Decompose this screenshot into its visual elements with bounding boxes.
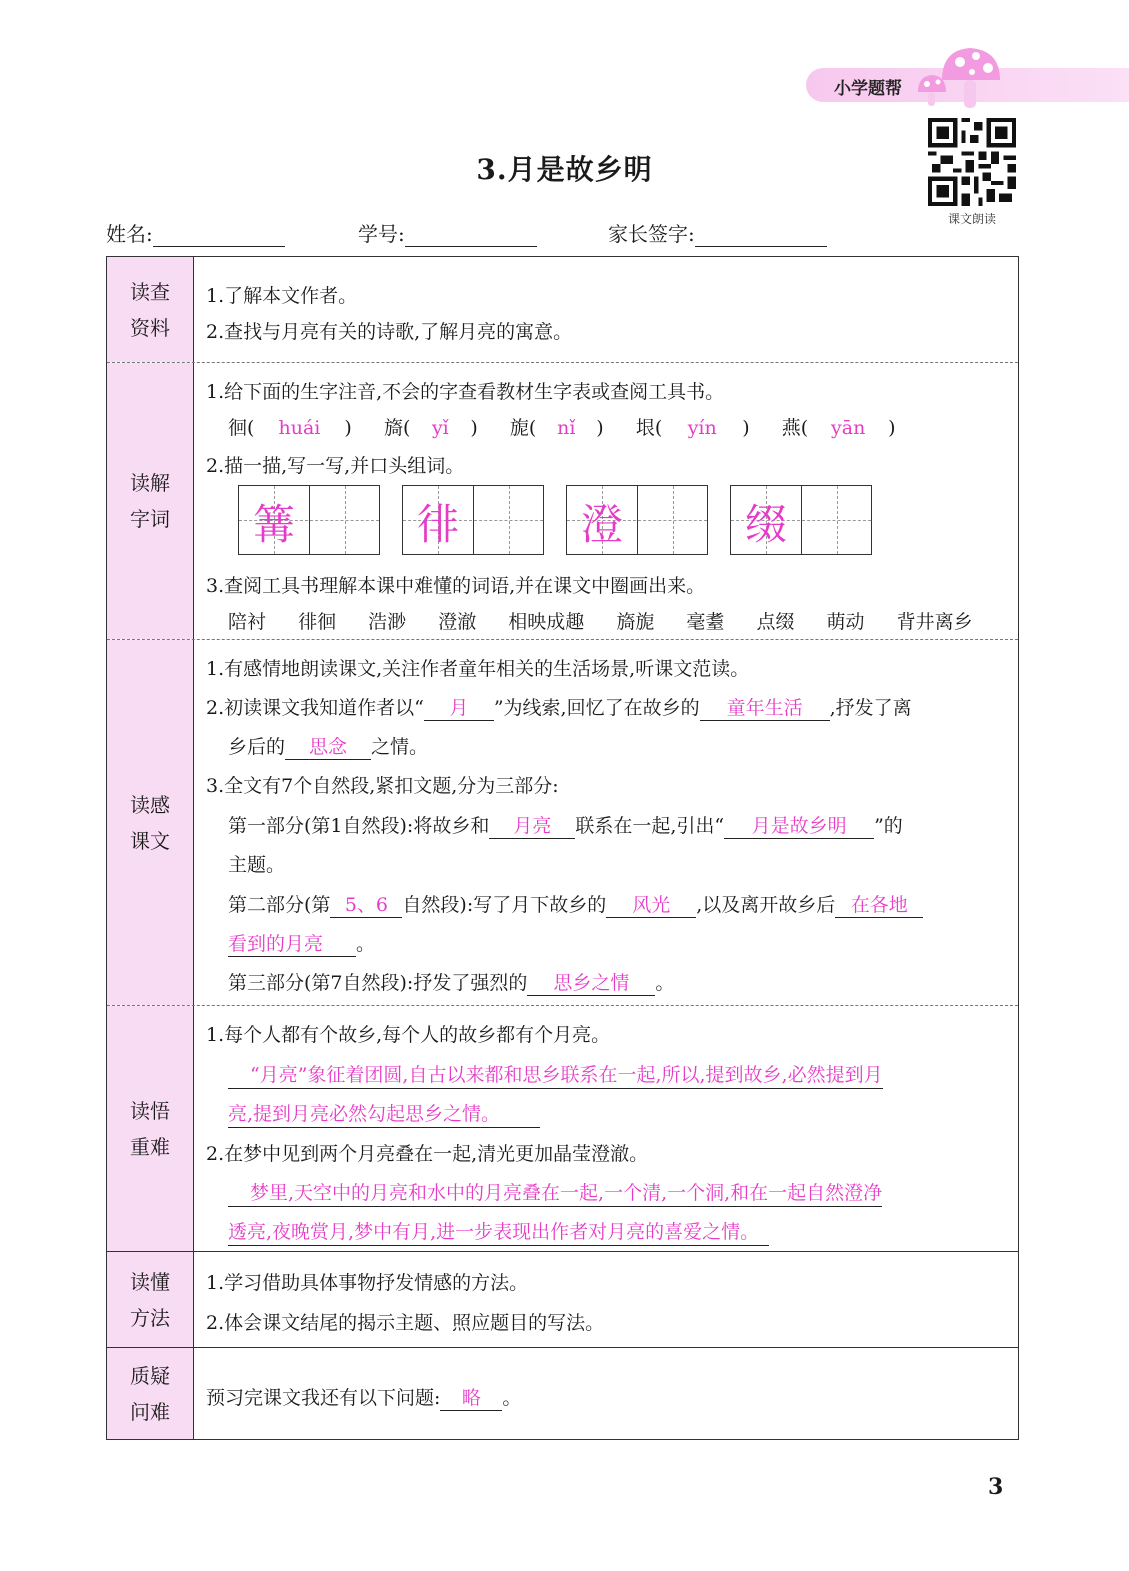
word: 相映成趣 [508, 611, 585, 633]
parent-field[interactable] [608, 218, 827, 247]
mushroom-icon [912, 40, 1012, 110]
answer-blank[interactable]: 风光 [606, 890, 696, 918]
word: 毫耋 [686, 611, 725, 633]
id-blank[interactable] [405, 224, 537, 247]
name-blank[interactable] [153, 224, 285, 247]
word-list [228, 607, 973, 634]
section-label: 读感 课文 [107, 640, 194, 1005]
text-line: 第二部分(第 5、6 自然段):写了月下故乡的 风光 ,以及离开故乡后 在各地 [228, 890, 923, 918]
name-label: 姓名: [106, 222, 153, 246]
pinyin-answer[interactable]: yín [687, 417, 717, 439]
answer-line[interactable]: 梦里,天空中的月亮和水中的月亮叠在一起,一个清,一个洞,和在一起自然澄净 [228, 1178, 882, 1205]
answer-blank[interactable]: 童年生活 [700, 693, 830, 721]
answer-line[interactable]: 亮,提到月亮必然勾起思乡之情。 [228, 1099, 540, 1126]
text-line: 看到的月亮 。 [228, 929, 375, 957]
text-line: 第一部分(第1自然段):将故乡和 月亮 联系在一起,引出“ 月是故乡明 ”的 [228, 811, 903, 839]
writing-grid[interactable] [402, 485, 544, 555]
section-label: 读解 字词 [107, 363, 194, 639]
word: 澄澈 [438, 611, 477, 633]
section-reading [107, 639, 1018, 1005]
word: 徘徊 [298, 611, 337, 633]
parent-blank[interactable] [695, 224, 827, 247]
text-line: 2.查找与月亮有关的诗歌,了解月亮的寓意。 [206, 321, 573, 343]
writing-grid[interactable] [238, 485, 380, 555]
answer-blank[interactable]: 在各地 [835, 890, 923, 918]
section-label: 质疑 问难 [107, 1348, 194, 1439]
answer-blank[interactable]: 略 [440, 1383, 502, 1411]
answer-blank[interactable]: 思念 [285, 732, 371, 760]
answer-blank[interactable]: 月 [424, 693, 494, 721]
text-line: 1.学习借助具体事物抒发情感的方法。 [206, 1272, 529, 1294]
section-label: 读查 资料 [107, 257, 194, 362]
answer-line[interactable]: 透亮,夜晚赏月,梦中有月,进一步表现出作者对月亮的喜爱之情。 [228, 1217, 769, 1244]
pinyin-answer[interactable]: yǐ [431, 417, 449, 439]
answer-blank[interactable]: 思乡之情 [527, 968, 655, 996]
word: 点缀 [756, 611, 795, 633]
text-line: 1.了解本文作者。 [206, 285, 358, 307]
answer-blank[interactable]: 月是故乡明 [724, 811, 874, 839]
answer-blank[interactable]: 看到的月亮 [228, 929, 356, 957]
pinyin-answer[interactable]: nǐ [557, 417, 576, 439]
pinyin-answer[interactable]: yān [831, 417, 866, 439]
text-line: 1.给下面的生字注音,不会的字查看教材生字表或查阅工具书。 [206, 381, 725, 403]
text-line: 3.查阅工具书理解本课中难懂的词语,并在课文中圈画出来。 [206, 575, 706, 597]
text-line: 1.每个人都有个故乡,每个人的故乡都有个月亮。 [206, 1024, 611, 1046]
word: 浩渺 [368, 611, 407, 633]
word: 陪衬 [228, 611, 267, 633]
page-number: 3 [988, 1474, 1004, 1500]
parent-label: 家长签字: [608, 222, 695, 246]
trace-char: 缀 [744, 500, 787, 549]
text-line: 预习完课文我还有以下问题: 略 。 [206, 1383, 521, 1411]
pinyin-answer[interactable]: huái [278, 417, 321, 439]
word: 萌动 [826, 611, 865, 633]
qr-label: 课文朗读 [947, 212, 996, 226]
text-line: 2.体会课文结尾的揭示主题、照应题目的写法。 [206, 1312, 605, 1334]
answer-blank[interactable]: 月亮 [489, 811, 575, 839]
word: 背井离乡 [896, 611, 973, 633]
text-line: 2.初读课文我知道作者以“ 月 ”为线索,回忆了在故乡的 童年生活 ,抒发了离 [206, 693, 912, 721]
writing-grid[interactable] [566, 485, 708, 555]
text-line: 2.描一描,写一写,并口头组词。 [206, 455, 465, 477]
text-line: 3.全文有7个自然段,紧扣文题,分为三部分: [206, 775, 559, 797]
section-vocab [107, 362, 1018, 639]
worksheet-table [106, 256, 1019, 1440]
text-line: 第三部分(第7自然段):抒发了强烈的 思乡之情 。 [228, 968, 674, 996]
trace-char: 澄 [580, 500, 623, 549]
word: 旖旎 [616, 611, 655, 633]
answer-blank[interactable]: 5、6 [330, 890, 402, 918]
section-label: 读悟 重难 [107, 1006, 194, 1251]
text-line: 乡后的 思念 之情。 [228, 732, 428, 760]
section-research [107, 257, 1018, 362]
id-field[interactable] [358, 218, 537, 247]
brand-text: 小学题帮 [834, 79, 902, 99]
writing-grid[interactable] [730, 485, 872, 555]
section-methods [107, 1251, 1018, 1347]
section-key-points [107, 1005, 1018, 1251]
page-title: 3.月是故乡明 [476, 153, 653, 186]
pinyin-row: 徊( huái ) 旖( yǐ ) 旎( nǐ ) 垠( yín ) 燕( yān ) [228, 417, 896, 439]
section-questions [107, 1347, 1018, 1439]
id-label: 学号: [358, 222, 405, 246]
text-line: 主题。 [228, 854, 286, 876]
trace-char: 篝 [252, 500, 295, 549]
text-line: 2.在梦中见到两个月亮叠在一起,清光更加晶莹澄澈。 [206, 1143, 649, 1165]
text-line: 1.有感情地朗读课文,关注作者童年相关的生活场景,听课文范读。 [206, 658, 750, 680]
answer-line[interactable]: “月亮”象征着团圆,自古以来都和思乡联系在一起,所以,提到故乡,必然提到月 [228, 1060, 883, 1087]
trace-char: 徘 [416, 500, 459, 549]
section-label: 读懂 方法 [107, 1252, 194, 1347]
name-field[interactable] [106, 218, 285, 247]
